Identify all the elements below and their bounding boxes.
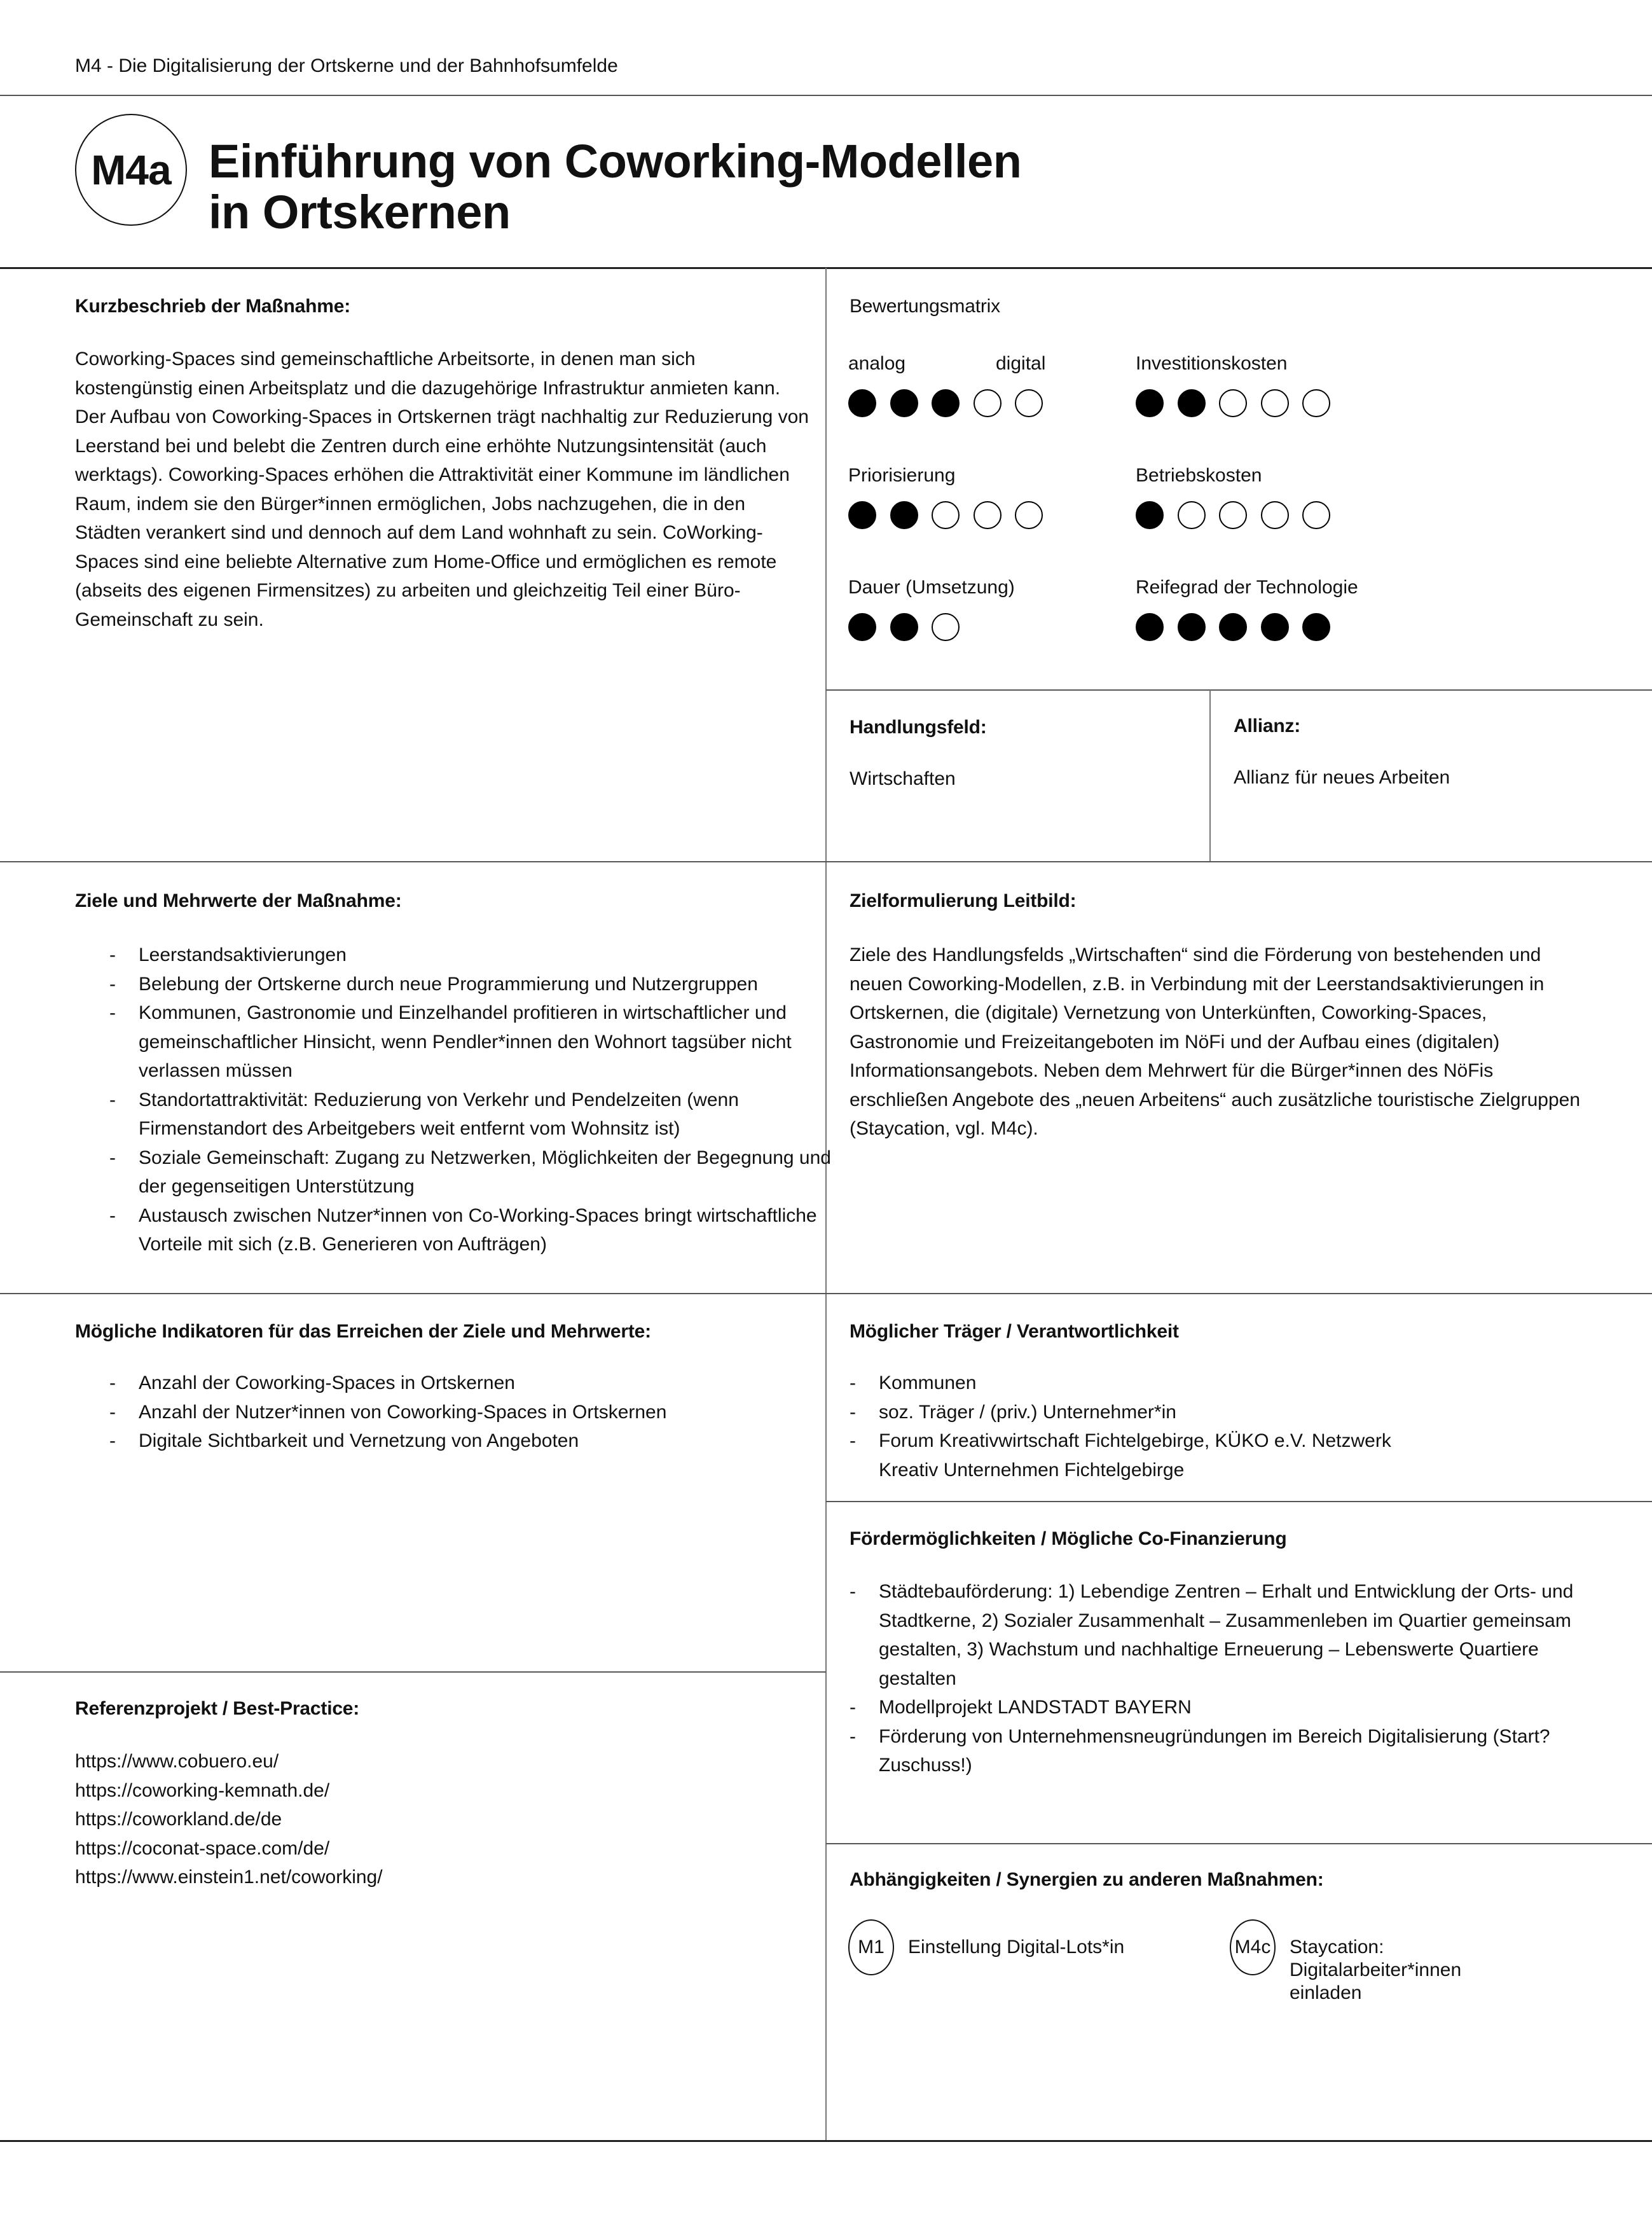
ziele-item: - Kommunen, Gastronomie und Einzelhandel profitieren in wirtschaftlicher und gemeinschaftlicher Hinsicht, wenn Pendler*innen den Wohnort tagsüber nicht verlassen müssen — [109, 998, 831, 1086]
matrix-label-left: analog — [848, 353, 906, 374]
section-referenz — [75, 1696, 813, 1892]
rating-dot-filled — [848, 501, 876, 529]
traeger-item: - soz. Träger / (priv.) Unternehmer*in — [850, 1398, 1447, 1427]
rating-dot-empty — [974, 501, 1002, 529]
matrix-criterion-label — [848, 351, 1115, 376]
indikatoren-heading: Mögliche Indikatoren für das Erreichen der Ziele und Mehrwerte: — [75, 1321, 651, 1342]
divider-handlungsfeld-allianz — [1209, 690, 1211, 861]
rating-dots — [1136, 501, 1403, 529]
section-ziele — [75, 888, 831, 1259]
bewertungsmatrix-heading: Bewertungsmatrix — [850, 296, 1000, 317]
leitbild-text: Ziele des Handlungsfelds „Wirtschaften“ sind die Förderung von bestehenden und neuen Coworking-Modellen, z.B. in Verbindung mit der Leerstandsaktivierungen in Ortskernen, die (digitale) Vernetzung von Unterkünften, Coworking-Spaces, Gastronomie und Freizeitangeboten im NöFi und der Aufbau eines (digitalen) Informationsangebots. Neben dem Mehrwert für die Bürger*innen des NöFis erschließen Angebote des „neuen Arbeitens“ auch zusätzliche touristische Zielgruppen (Staycation, vgl. M4c). — [850, 944, 1581, 1139]
divider-foerderung-abhaengigkeiten — [826, 1843, 1652, 1844]
rating-dot-filled — [1136, 389, 1164, 417]
page-title-line-2: in Ortskernen — [209, 186, 511, 238]
rating-dots — [1136, 613, 1403, 641]
reference-link[interactable]: https://coconat-space.com/de/ — [75, 1837, 330, 1859]
matrix-criterion — [848, 463, 1115, 529]
referenz-heading: Referenzprojekt / Best-Practice: — [75, 1698, 360, 1719]
dependency-code-badge[interactable]: M1 — [848, 1919, 894, 1975]
matrix-criterion — [1136, 463, 1403, 529]
ziele-list — [109, 941, 831, 1259]
page-title-line-1: Einführung von Coworking-Modellen — [209, 135, 1022, 188]
rating-dot-filled — [848, 389, 876, 417]
rating-dot-filled — [1178, 613, 1206, 641]
kurzbeschrieb-paragraph-2: Der Aufbau von Coworking-Spaces in Ortskernen trägt nachhaltig zur Reduzierung von Leerstand bei und belebt die Zentren durch eine erhöhte Nutzungsintensität (auch werktags). Coworking-Spaces erhöhen die Attraktivität einer Kommune im ländlichen Raum, indem sie den Bürger*innen ermöglichen, Jobs nachzugehen, die in den Städten verankert sind und dennoch auf dem Land wohnhaft zu sein. CoWorking-Spaces sind eine beliebte Alternative zum Home-Office und ermöglichen es remote (abseits des eigenen Firmensitzes) zu arbeiten und gleichzeitig Teil einer Büro-Gemeinschaft zu sein. — [75, 406, 809, 630]
rating-dot-filled — [1136, 613, 1164, 641]
ziele-heading: Ziele und Mehrwerte der Maßnahme: — [75, 890, 402, 911]
indikator-item: - Anzahl der Coworking-Spaces in Ortskernen — [109, 1369, 813, 1398]
rating-dot-empty — [1178, 501, 1206, 529]
ziele-item: - Belebung der Ortskerne durch neue Programmierung und Nutzergruppen — [109, 970, 831, 999]
dependency-label: Staycation: Digitalarbeiter*innen einladen — [1290, 1937, 1462, 2003]
ziele-item: - Leerstandsaktivierungen — [109, 941, 831, 970]
measure-code-badge — [75, 114, 187, 226]
matrix-label-left: Betriebskosten — [1136, 465, 1262, 486]
matrix-label-right: digital — [996, 353, 1046, 374]
rating-dot-empty — [1302, 389, 1330, 417]
ziele-item: - Austausch zwischen Nutzer*innen von Co-Working-Spaces bringt wirtschaftliche Vorteile mit sich (z.B. Generieren von Aufträgen) — [109, 1201, 831, 1259]
rating-dot-filled — [848, 613, 876, 641]
matrix-label-left: Dauer (Umsetzung) — [848, 577, 1015, 598]
rating-dots — [848, 501, 1115, 529]
rating-dots — [848, 613, 1115, 641]
matrix-criterion-label — [1136, 351, 1403, 376]
indikator-item: - Anzahl der Nutzer*innen von Coworking-Spaces in Ortskernen — [109, 1398, 813, 1427]
foerderung-heading: Fördermöglichkeiten / Mögliche Co-Finanzierung — [850, 1528, 1287, 1549]
matrix-label-left: Investitionskosten — [1136, 353, 1288, 374]
header-divider — [0, 95, 1652, 96]
rating-dot-empty — [1015, 389, 1043, 417]
section-allianz — [1234, 714, 1628, 792]
matrix-criterion-label — [848, 575, 1115, 600]
matrix-criterion-label — [848, 463, 1115, 488]
rating-dot-empty — [974, 389, 1002, 417]
rating-dot-filled — [890, 613, 918, 641]
rating-dot-filled — [890, 501, 918, 529]
matrix-label-left: Priorisierung — [848, 465, 956, 486]
section-leitbild — [850, 888, 1625, 1143]
reference-link[interactable]: https://coworking-kemnath.de/ — [75, 1779, 330, 1801]
traeger-item: - Forum Kreativwirtschaft Fichtelgebirge, KÜKO e.V. Netzwerk Kreativ Unternehmen Fichtelgebirge — [850, 1426, 1447, 1484]
section-abhaengigkeiten — [850, 1867, 1625, 1893]
section-traeger — [850, 1319, 1625, 1484]
abhaengigkeiten-list — [848, 1919, 1643, 2047]
ziele-item: - Soziale Gemeinschaft: Zugang zu Netzwerken, Möglichkeiten der Begegnung und der gegenseitigen Unterstützung — [109, 1143, 831, 1201]
indikator-item: - Digitale Sichtbarkeit und Vernetzung von Angeboten — [109, 1426, 813, 1456]
rating-dot-filled — [932, 389, 960, 417]
rating-dots — [848, 389, 1115, 417]
reference-link[interactable]: https://coworkland.de/de — [75, 1809, 282, 1830]
rating-dot-filled — [1136, 501, 1164, 529]
allianz-heading: Allianz: — [1234, 715, 1301, 736]
dependency-item[interactable] — [848, 1919, 1175, 1975]
rating-dot-empty — [1015, 501, 1043, 529]
section-bewertungsmatrix — [848, 294, 1630, 319]
abhaengigkeiten-heading: Abhängigkeiten / Synergien zu anderen Maßnahmen: — [850, 1869, 1324, 1890]
rating-dot-empty — [1302, 501, 1330, 529]
rating-dots — [1136, 389, 1403, 417]
rating-dot-empty — [1261, 389, 1289, 417]
section-handlungsfeld — [850, 715, 1193, 794]
dependency-code-badge[interactable]: M4c — [1230, 1919, 1276, 1975]
handlungsfeld-heading: Handlungsfeld: — [850, 717, 987, 738]
rating-dot-empty — [1219, 389, 1247, 417]
indikatoren-list — [109, 1369, 813, 1456]
section-indikatoren — [75, 1319, 813, 1456]
kurzbeschrieb-heading: Kurzbeschrieb der Maßnahme: — [75, 296, 351, 317]
leitbild-heading: Zielformulierung Leitbild: — [850, 890, 1077, 911]
matrix-criterion — [1136, 575, 1403, 641]
matrix-label-left: Reifegrad der Technologie — [1136, 577, 1358, 598]
section-foerderung — [850, 1526, 1625, 1780]
page-title — [209, 136, 1021, 238]
foerderung-item: - Städtebauförderung: 1) Lebendige Zentren – Erhalt und Entwicklung der Orts- und Stadtkerne, 2) Sozialer Zusammenhalt – Zusammenleben im Quartier gemeinsam gestalten, 3) Wachstum und nachhaltige Erneuerung – Lebenswerte Quartiere gestalten — [850, 1577, 1574, 1693]
measure-code: M4a — [91, 146, 171, 193]
rating-dot-empty — [932, 613, 960, 641]
matrix-criterion — [848, 575, 1115, 641]
divider-row-3 — [0, 1293, 1652, 1294]
divider-matrix-bottom — [826, 689, 1652, 691]
traeger-list — [850, 1369, 1447, 1484]
kurzbeschrieb-body — [75, 345, 813, 634]
rating-dot-filled — [1178, 389, 1206, 417]
matrix-criterion-label — [1136, 463, 1403, 488]
rating-dot-filled — [1261, 613, 1289, 641]
foerderung-item: - Modellprojekt LANDSTADT BAYERN — [850, 1693, 1574, 1722]
traeger-heading: Möglicher Träger / Verantwortlichkeit — [850, 1321, 1179, 1342]
allianz-value: Allianz für neues Arbeiten — [1234, 767, 1450, 788]
foerderung-list — [850, 1577, 1574, 1780]
rating-dot-filled — [890, 389, 918, 417]
ziele-item: - Standortattraktivität: Reduzierung von Verkehr und Pendelzeiten (wenn Firmenstandort des Arbeitgebers weit entfernt vom Wohnsitz ist) — [109, 1086, 831, 1143]
running-header: M4 - Die Digitalisierung der Ortskerne und der Bahnhofsumfelde — [75, 55, 618, 76]
handlungsfeld-value: Wirtschaften — [850, 768, 956, 789]
foerderung-item: - Förderung von Unternehmensneugründungen im Bereich Digitalisierung (Start?Zuschuss!) — [850, 1722, 1574, 1780]
footer-divider — [0, 2140, 1652, 2142]
rating-dot-empty — [932, 501, 960, 529]
reference-link[interactable]: https://www.cobuero.eu/ — [75, 1751, 279, 1772]
section-kurzbeschrieb — [75, 294, 813, 634]
referenz-links — [75, 1747, 813, 1892]
rating-dot-empty — [1219, 501, 1247, 529]
divider-traeger-foerderung — [826, 1501, 1652, 1502]
matrix-criterion — [1136, 351, 1403, 417]
matrix-criterion — [848, 351, 1115, 417]
rating-dot-filled — [1219, 613, 1247, 641]
divider-indikatoren-referenz — [0, 1671, 826, 1673]
rating-dot-filled — [1302, 613, 1330, 641]
dependency-item[interactable] — [1230, 1919, 1506, 2005]
rating-dot-empty — [1261, 501, 1289, 529]
matrix-criterion-label — [1136, 575, 1403, 600]
traeger-item: - Kommunen — [850, 1369, 1447, 1398]
divider-row-2 — [0, 861, 1652, 862]
dependency-label: Einstellung Digital-Lots*in — [908, 1937, 1125, 1958]
reference-link[interactable]: https://www.einstein1.net/coworking/ — [75, 1867, 383, 1888]
kurzbeschrieb-paragraph-1: Coworking-Spaces sind gemeinschaftliche Arbeitsorte, in denen man sich kostengünstig einen Arbeitsplatz und die dazugehörige Infrastruktur anmieten kann. — [75, 349, 781, 399]
